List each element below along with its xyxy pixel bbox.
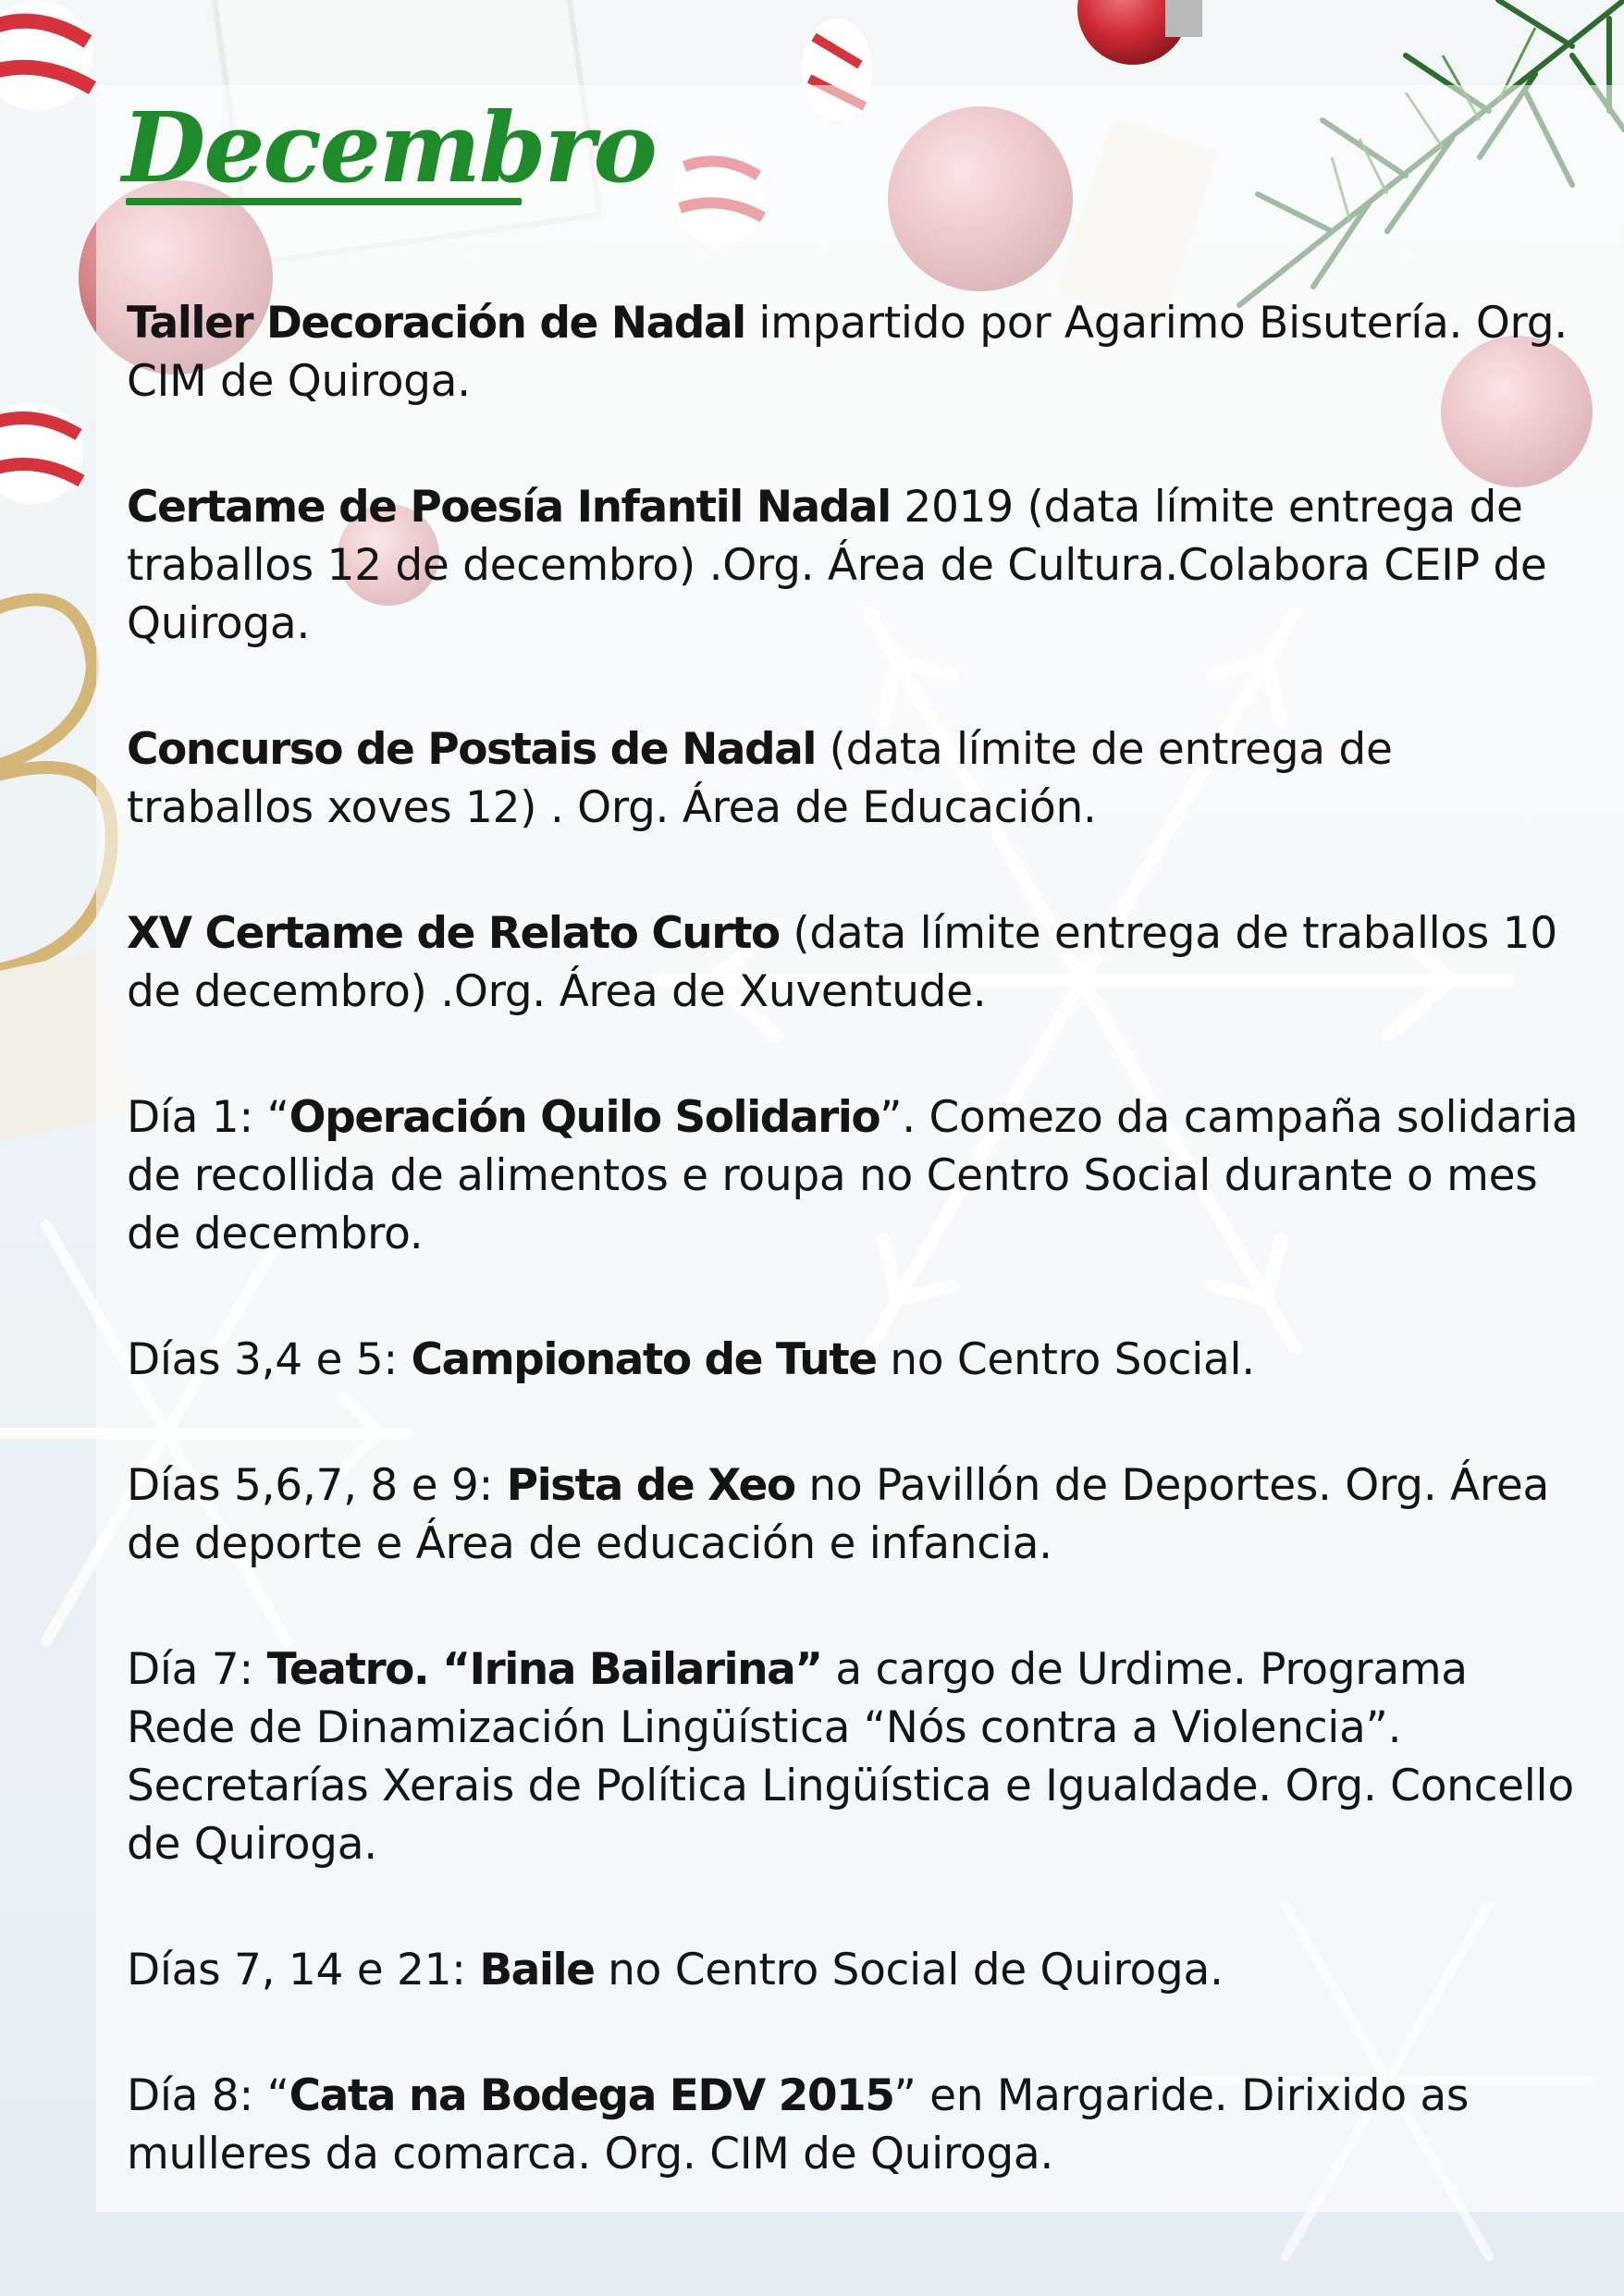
event-item: Días 7, 14 e 21: Baile no Centro Social de Quiroga. xyxy=(127,1945,1224,1995)
event-name: Pista de Xeo xyxy=(506,1460,795,1511)
event-item: XV Certame de Relato Curto (data límite entrega de traballos 10 de decembro) .Org. Área de Xuventude. xyxy=(127,908,1557,1017)
event-name: Baile xyxy=(479,1945,595,1995)
event-name: Concurso de Postais de Nadal xyxy=(127,724,816,775)
event-item: Certame de Poesía Infantil Nadal 2019 (data límite entrega de traballos 12 de decembro) .Org. Área de Cultura.Colabora CEIP de Quiroga. xyxy=(127,482,1547,649)
event-item: Día 8: “Cata na Bodega EDV 2015” en Margaride. Dirixido as mulleres da comarca. Org. CIM de Quiroga. xyxy=(127,2070,1470,2179)
event-name: XV Certame de Relato Curto xyxy=(127,908,780,959)
page-title: Decembro xyxy=(122,91,656,204)
event-item: Concurso de Postais de Nadal (data límite de entrega de traballos xoves 12) . Org. Área de Educación. xyxy=(127,724,1393,833)
event-item: Días 3,4 e 5: Campionato de Tute no Centro Social. xyxy=(127,1334,1255,1385)
event-item: Días 5,6,7, 8 e 9: Pista de Xeo no Pavillón de Deportes. Org. Área de deporte e Área de educación e infancia. xyxy=(127,1460,1549,1569)
event-name: Cata na Bodega EDV 2015 xyxy=(289,2070,894,2121)
event-name: Certame de Poesía Infantil Nadal xyxy=(127,482,891,533)
event-name: Teatro. “Irina Bailarina” xyxy=(266,1644,822,1695)
event-name: Operación Quilo Solidario xyxy=(289,1092,880,1143)
event-list xyxy=(127,294,1588,2251)
event-name: Taller Decoración de Nadal xyxy=(127,298,745,349)
event-item: Día 7: Teatro. “Irina Bailarina” a cargo de Urdime. Programa Rede de Dinamización Lingüística “Nós contra a Violencia”. Secretarías Xerais de Política Lingüística e Igualdade. Org. Concello de Quiroga. xyxy=(127,1644,1574,1870)
event-name: Campionato de Tute xyxy=(411,1334,877,1385)
event-item: Taller Decoración de Nadal impartido por Agarimo Bisutería. Org. CIM de Quiroga. xyxy=(127,298,1568,407)
page-title-block xyxy=(122,92,656,205)
event-item: Día 1: “Operación Quilo Solidario”. Comezo da campaña solidaria de recollida de alimentos e roupa no Centro Social durante o mes de decembro. xyxy=(127,1092,1579,1259)
